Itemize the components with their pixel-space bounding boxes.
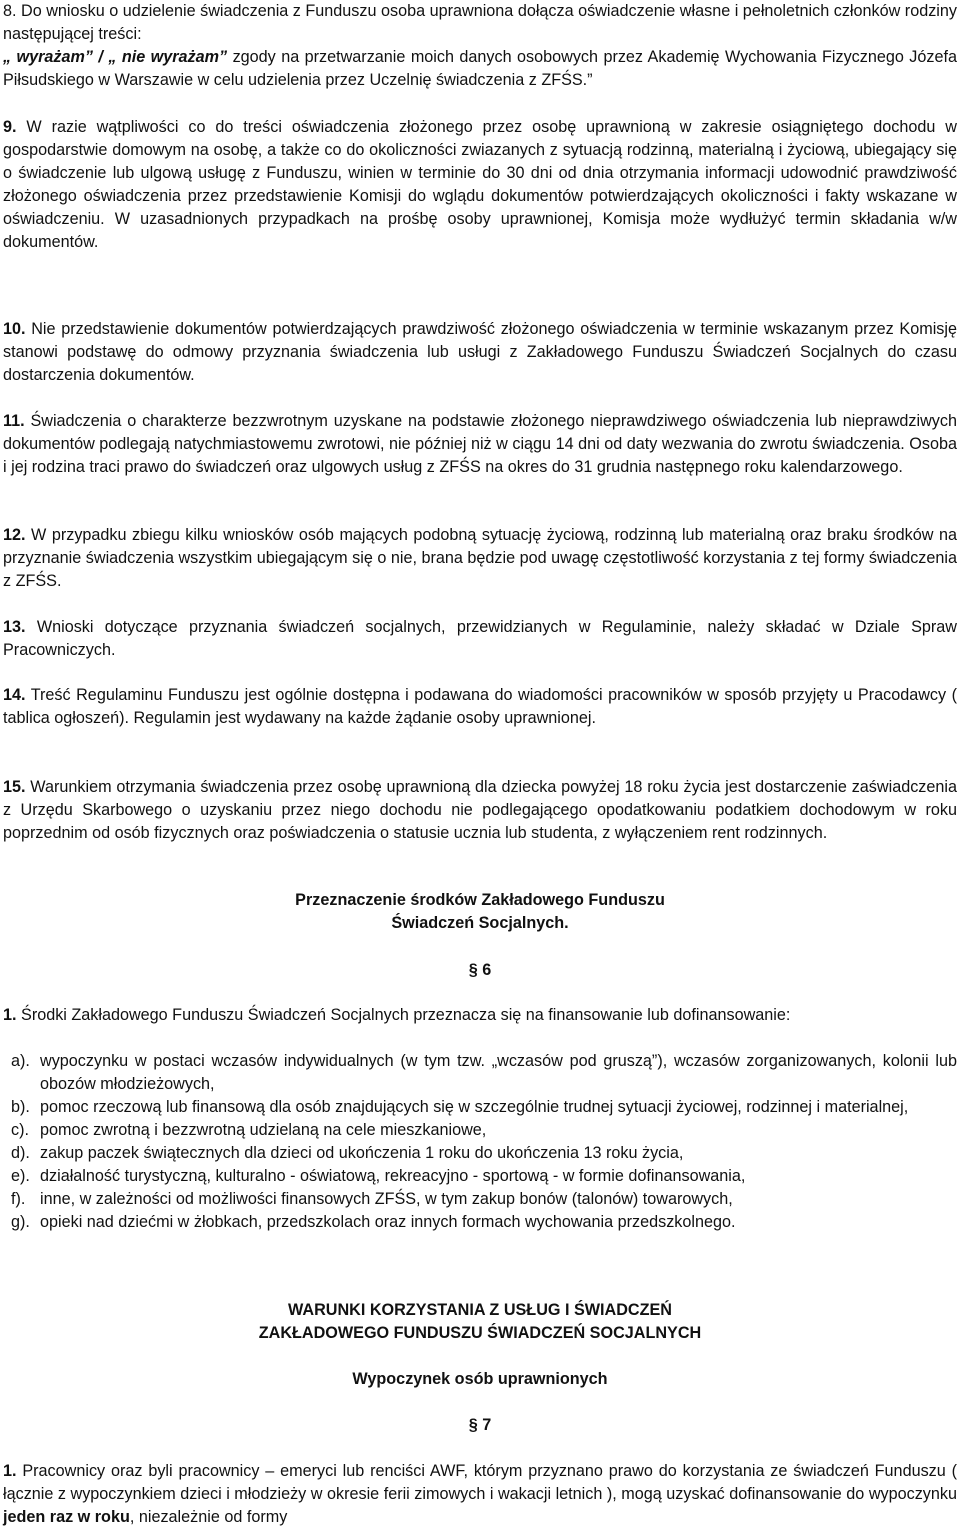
paragraph-10: 10. Nie przedstawienie dokumentów potwierdzających prawdziwość złożonego oświadczenia w terminie wskazanym przez Komisję stanowi podstawę do odmowy przyznania świadczenia lub usługi z Zakładowego Funduszu Świadczeń Socjalnych do czasu dostarczenia dokumentów. bbox=[3, 320, 957, 384]
list-item: f). inne, w zależności od możliwości finansowych ZFŚS, w tym zakup bonów (talonów) towarowych, bbox=[11, 1190, 733, 1208]
section-heading-line-1: Przeznaczenie środków Zakładowego Funduszu bbox=[295, 891, 665, 909]
paragraph-mark-7: § 7 bbox=[468, 1416, 492, 1434]
list-item: c). pomoc zwrotną i bezzwrotną udzielaną na cele mieszkaniowe, bbox=[11, 1121, 487, 1139]
list-item: d). zakup paczek świątecznych dla dzieci od ukończenia 1 roku do ukończenia 13 roku życia, bbox=[11, 1144, 684, 1162]
paragraph-13: 13. Wnioski dotyczące przyznania świadczeń socjalnych, przewidzianych w Regulaminie, należy składać w Dziale Spraw Pracowniczych. bbox=[3, 618, 957, 659]
paragraph-7-1: 1. Pracownicy oraz byli pracownicy – emeryci lub renciści AWF, którym przyznano prawo do korzystania ze świadczeń Funduszu ( łącznie z wypoczynkiem dzieci i młodzieży w okresie ferii zimowych i wakacji letnich ), mogą uzyskać dofinansowanie do wypoczynku jeden raz w roku, niezależnie od formy bbox=[3, 1462, 957, 1526]
paragraph-15: 15. Warunkiem otrzymania świadczenia przez osobę uprawnioną dla dziecka powyżej 18 roku życia jest dostarczenie zaświadczenia z Urzędu Skarbowego o uzyskaniu przez niego dochodu nie podlegającego opodatkowaniu podatkiem dochodowym w roku poprzednim od osób fizycznych oraz poświadczenia o statusie ucznia lub studenta, z wyłączeniem rent rodzinnych. bbox=[3, 778, 957, 842]
list-item: b). pomoc rzeczową lub finansową dla osób znajdujących się w szczególnie trudnej sytuacji życiowej, rodzinnej i materialnej, bbox=[11, 1098, 909, 1116]
paragraph-mark-6: § 6 bbox=[468, 961, 492, 979]
conditions-heading-line-1: WARUNKI KORZYSTANIA Z USŁUG I ŚWIADCZEŃ bbox=[288, 1301, 672, 1319]
paragraph-14: 14. Treść Regulaminu Funduszu jest ogólnie dostępna i podawana do wiadomości pracowników w sposób przyjęty u Pracodawcy ( tablica ogłoszeń). Regulamin jest wydawany na każde żądanie osoby uprawnionej. bbox=[3, 686, 957, 727]
paragraph-9: 9. W razie wątpliwości co do treści oświadczenia złożonego przez osobę uprawnioną w zakresie osiągniętego dochodu w gospodarstwie domowym na osobę, a także co do okoliczności zwiazanych z sytuacją rodzinną, materialną i życiową, ubiegający się o świadczenie lub ulgową usługę z Funduszu, winien w terminie do 30 dni od dnia otrzymania informacji udowodnić prawdziwość złożonego oświadczenia przez przedstawienie Komisji do wglądu dokumentów potwierdzających okoliczności i fakty wskazane w oświadczeniu. W uzasadnionych przypadkach na prośbę osoby uprawnionej, Komisja może wydłużyć termin składania w/w dokumentów. bbox=[3, 118, 957, 251]
section-intro: 1. Środki Zakładowego Funduszu Świadczeń Socjalnych przeznacza się na finansowanie lub dofinansowanie: bbox=[3, 1006, 791, 1024]
funding-list bbox=[3, 1050, 957, 1234]
conditions-subheading: Wypoczynek osób uprawnionych bbox=[352, 1370, 608, 1388]
list-item: e). działalność turystyczną, kulturalno - oświatową, rekreacyjno - sportową - w formie dofinansowania, bbox=[11, 1167, 746, 1185]
list-item: g). opieki nad dziećmi w żłobkach, przedszkolach oraz innych formach wychowania przedszkolnego. bbox=[11, 1213, 736, 1231]
paragraph-8: 8. Do wniosku o udzielenie świadczenia z Funduszu osoba uprawniona dołącza oświadczenie własne i pełnoletnich członków rodziny następującej treści: „ wyrażam” / „ nie wyrażam” zgody na przetwarzanie moich danych osobowych przez Akademię Wychowania Fizycznego Józefa Piłsudskiego w Warszawie w celu udzielenia przez Uczelnię świadczenia z ZFŚS.” bbox=[3, 2, 957, 89]
paragraph-11: 11. Świadczenia o charakterze bezzwrotnym uzyskane na podstawie złożonego nieprawdziwego oświadczenia lub nieprawdziwych dokumentów podlegają natychmiastowemu zwrotowi, nie później niż w ciągu 14 dni od daty wezwania do zwrotu świadczenia. Osoba i jej rodzina traci prawo do świadczeń oraz ulgowych usług z ZFŚS na okres do 31 grudnia następnego roku kalendarzowego. bbox=[3, 412, 957, 476]
list-item: a). wypoczynku w postaci wczasów indywidualnych (w tym tzw. „wczasów pod gruszą”), wczasów zorganizowanych, kolonii lub obozów młodzieżowych, bbox=[11, 1052, 957, 1093]
paragraph-12: 12. W przypadku zbiegu kilku wniosków osób mających podobną sytuację życiową, rodzinną lub materialną oraz braku środków na przyznanie świadczenia wszystkim ubiegającym się o nie, brana będzie pod uwagę częstotliwość korzystania z tej formy świadczenia z ZFŚS. bbox=[3, 526, 957, 590]
consent-formula: „ wyrażam” / „ nie wyrażam” bbox=[3, 48, 228, 66]
conditions-heading-line-2: ZAKŁADOWEGO FUNDUSZU ŚWIADCZEŃ SOCJALNYCH bbox=[258, 1324, 702, 1342]
section-heading-line-2: Świadczeń Socjalnych. bbox=[391, 914, 569, 932]
